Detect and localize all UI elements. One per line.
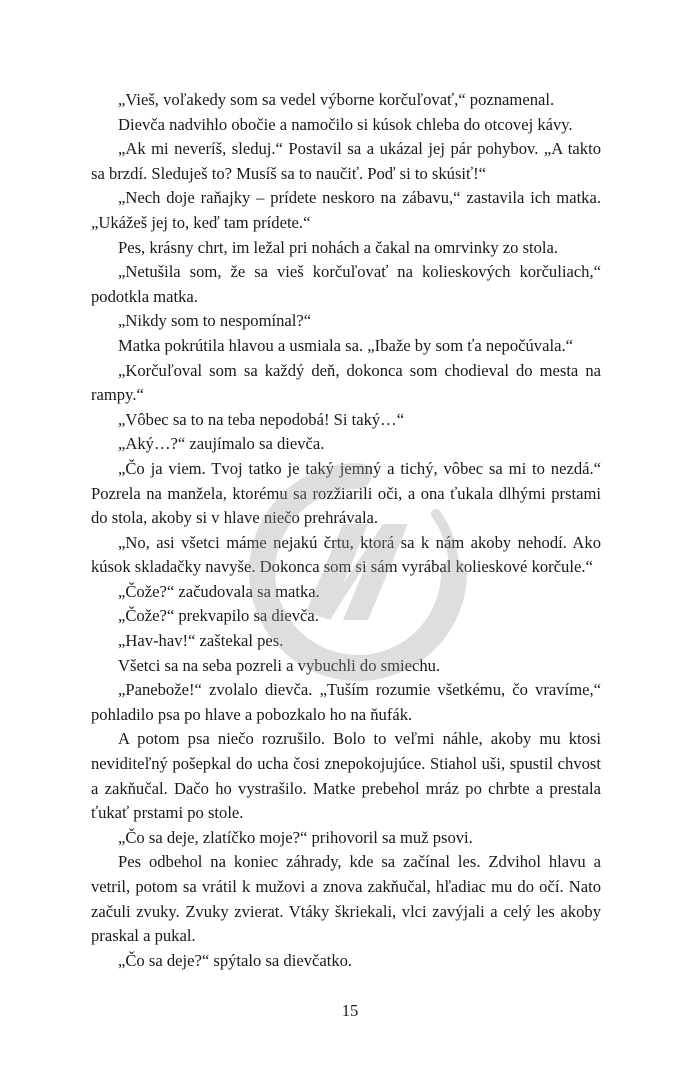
paragraph: „Panebože!“ zvolalo dievča. „Tuším rozumie všetkému, čo vravíme,“ pohladilo psa po hlave a pobozkalo ho na ňufák.: [91, 680, 601, 724]
paragraph: „Vôbec sa to na teba nepodobá! Si taký…“: [118, 409, 405, 429]
paragraph: „Ak mi neveríš, sleduj.“ Postavil sa a ukázal jej pár pohybov. „A takto sa brzdí. Sleduješ to? Musíš sa to naučiť. Poď si to skúsiť!“: [91, 139, 601, 183]
paragraph: Matka pokrútila hlavou a usmiala sa. „Ibaže by som ťa nepočúvala.“: [118, 335, 573, 355]
paragraph: „Čože?“ začudovala sa matka.: [118, 581, 320, 601]
paragraph: „Nikdy som to nespomínal?“: [118, 311, 312, 331]
paragraph: A potom psa niečo rozrušilo. Bolo to veľmi náhle, akoby mu ktosi neviditeľný pošepkal do ucha čosi znepokojujúce. Stiahol uši, spustil chvost a zakňučal. Dačo ho vystrašilo. Matke prebehol mráz po chrbte a prestala ťukať prstami po stole.: [91, 729, 601, 823]
paragraph: Pes, krásny chrt, im ležal pri nohách a čakal na omrvinky zo stola.: [118, 237, 559, 257]
paragraph: „Čo sa deje, zlatíčko moje?“ prihovoril sa muž psovi.: [118, 827, 473, 847]
paragraph: „Korčuľoval som sa každý deň, dokonca som chodieval do mesta na rampy.“: [91, 360, 601, 405]
paragraph: Všetci sa na seba pozreli a vybuchli do smiechu.: [118, 655, 441, 675]
paragraph: „Čo ja viem. Tvoj tatko je taký jemný a tichý, vôbec sa mi to nezdá.“ Pozrela na manžela, ktorému sa rozžiarili oči, a ona ťukala dlhými prstami do stola, akoby si v hlave niečo prehrávala.: [91, 458, 601, 528]
paragraph: „Hav-hav!“ zaštekal pes.: [118, 631, 284, 651]
paragraph: Pes odbehol na koniec záhrady, kde sa začínal les. Zdvihol hlavu a vetril, potom sa vrátil k mužovi a znova zakňučal, hľadiac mu do očí. Nato začuli zvuky. Zvuky zvierat. Vtáky škriekali, vlci zavýjali a celý les akoby praskal a pukal.: [91, 852, 601, 946]
paragraph: „Vieš, voľakedy som sa vedel výborne korčuľovať,“ poznamenal.: [118, 90, 555, 109]
paragraph: „Čo sa deje?“ spýtalo sa dievčatko.: [118, 950, 353, 970]
paragraph: „Nech doje raňajky – prídete neskoro na zábavu,“ zastavila ich matka. „Ukážeš jej to, keď tam prídete.“: [91, 188, 601, 232]
paragraph: Dievča nadvihlo obočie a namočilo si kúsok chleba do otcovej kávy.: [118, 114, 573, 134]
page-number: 15: [341, 1001, 359, 1020]
paragraph: „Aký…?“ zaujímalo sa dievča.: [118, 434, 325, 454]
paragraph: „Netušila som, že sa vieš korčuľovať na kolieskových korčuliach,“ podotkla matka.: [91, 262, 601, 306]
paragraph: „Čože?“ prekvapilo sa dievča.: [118, 606, 319, 626]
paragraph: „No, asi všetci máme nejakú črtu, ktorá sa k nám akoby nehodí. Ako kúsok skladačky navyše. Dokonca som si sám vyrábal kolieskové korčule.“: [91, 532, 601, 577]
page-text: [91, 88, 601, 973]
